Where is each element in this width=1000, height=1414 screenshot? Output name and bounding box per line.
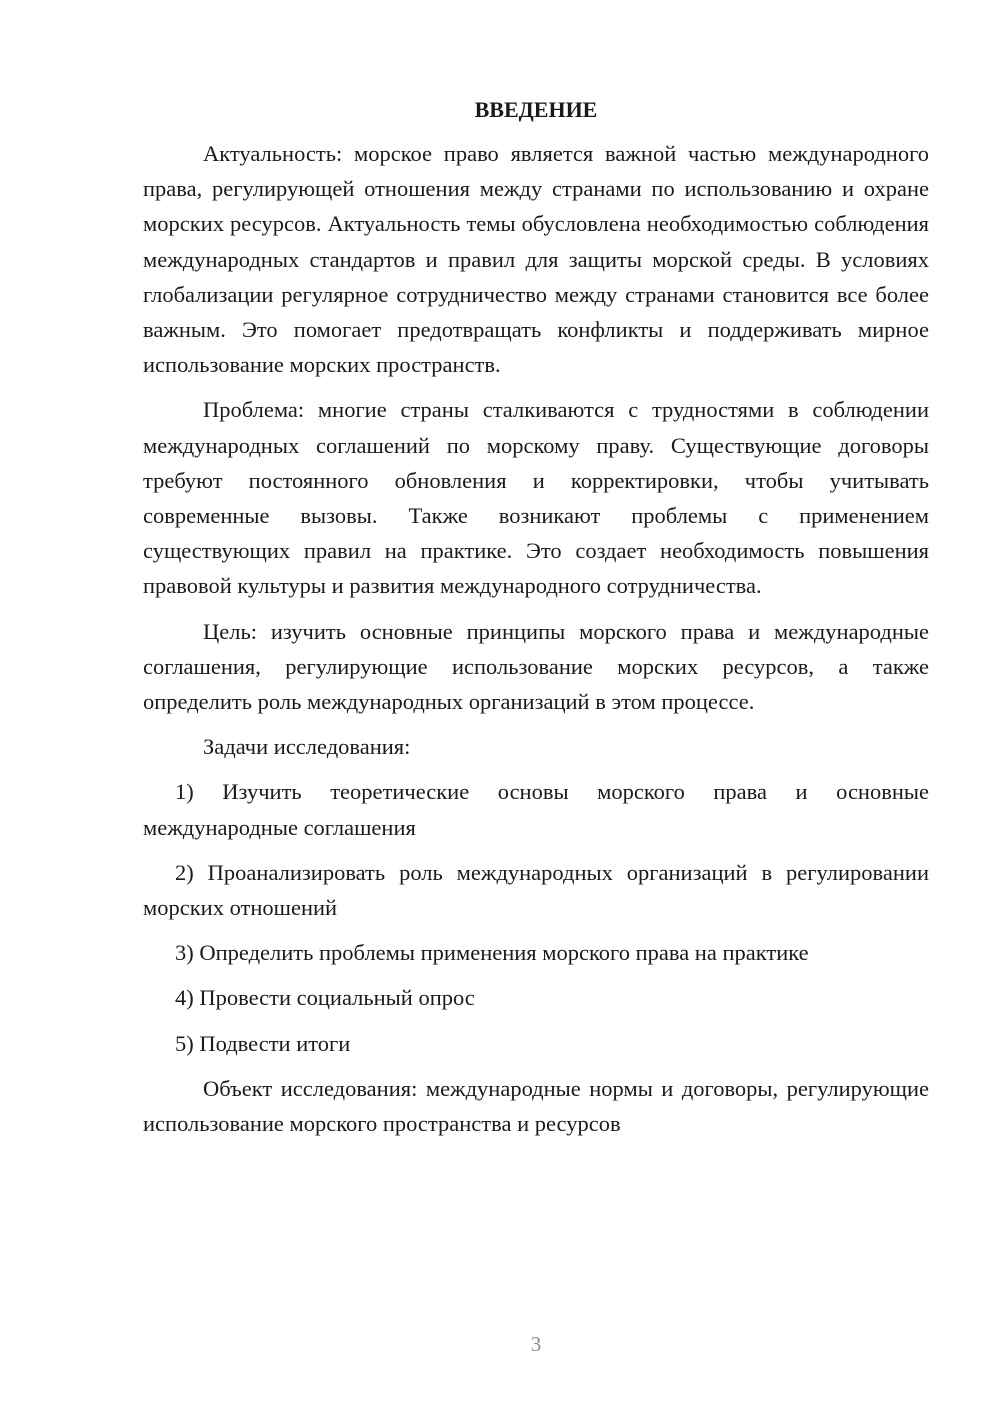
document-body (143, 94, 929, 1151)
object-paragraph: Объект исследования: международные нормы и договоры, регулирующие использование морского пространства и ресурсов (143, 1075, 929, 1137)
task-item: 3) Определить проблемы применения морского права на практике (175, 940, 809, 966)
tasks-heading: Задачи исследования: (203, 734, 411, 760)
task-item: 2) Проанализировать роль международных организаций в регулировании морских отношений (143, 859, 929, 921)
goal-paragraph: Цель: изучить основные принципы морского права и международные соглашения, регулирующие использование морских ресурсов, а также определить роль международных организаций в этом процессе. (143, 618, 929, 715)
page-number: 3 (530, 1332, 542, 1356)
problem-paragraph: Проблема: многие страны сталкиваются с трудностями в соблюдении международных соглашений по морскому праву. Существующие договоры требуют постоянного обновления и корректировки, чтобы учитывать современные вызовы. Также возникают проблемы с применением существующих правил на практике. Это создает необходимость повышения правовой культуры и развития международного сотрудничества. (143, 397, 929, 599)
task-item: 1) Изучить теоретические основы морского права и основные международные соглашения (143, 779, 929, 840)
section-title: ВВЕДЕНИЕ (474, 97, 598, 122)
task-item: 4) Провести социальный опрос (175, 985, 475, 1011)
relevance-paragraph: Актуальность: морское право является важной частью международного права, регулирующей отношения между странами по использованию и охране морских ресурсов. Актуальность темы обусловлена необходимостью соблюдения международных стандартов и правил для защиты морской среды. В условиях глобализации регулярное сотрудничество между странами становится все более важным. Это помогает предотвращать конфликты и поддерживать мирное использование морских пространств. (143, 141, 929, 378)
task-item: 5) Подвести итоги (175, 1030, 351, 1056)
